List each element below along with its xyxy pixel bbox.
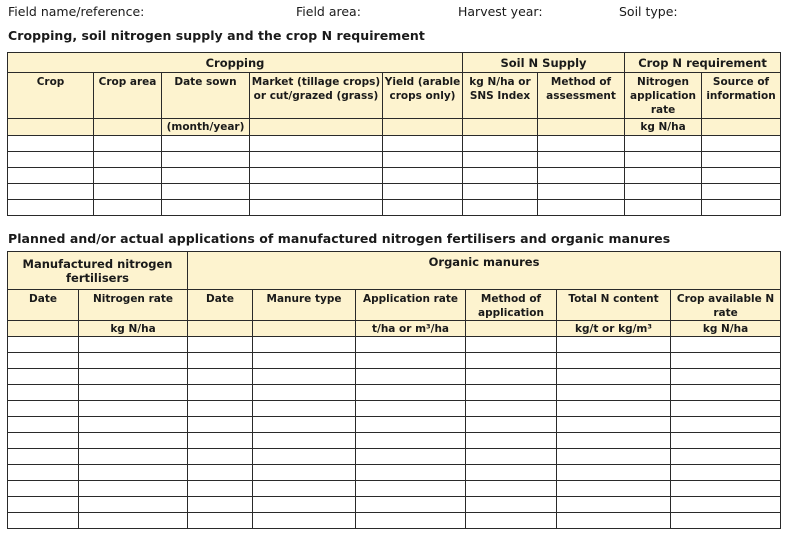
entry-cell[interactable] — [463, 168, 538, 184]
entry-cell[interactable] — [557, 513, 671, 529]
unit-cell — [8, 321, 79, 337]
entry-cell[interactable] — [188, 385, 253, 401]
entry-cell[interactable] — [253, 353, 356, 369]
entry-cell[interactable] — [538, 168, 625, 184]
entry-cell[interactable] — [79, 449, 188, 465]
entry-cell[interactable] — [557, 449, 671, 465]
entry-cell[interactable] — [253, 337, 356, 353]
entry-cell[interactable] — [356, 433, 466, 449]
unit-cell — [702, 119, 781, 136]
entry-cell[interactable] — [557, 337, 671, 353]
entry-cell[interactable] — [702, 168, 781, 184]
unit-total-n-content: kg/t or kg/m³ — [557, 321, 671, 337]
entry-cell[interactable] — [188, 497, 253, 513]
table-row[interactable] — [8, 184, 781, 200]
entry-cell[interactable] — [625, 152, 702, 168]
entry-cell[interactable] — [356, 481, 466, 497]
group-organic-manures: Organic manures — [188, 252, 781, 290]
entry-cell[interactable] — [383, 136, 463, 152]
entry-cell[interactable] — [356, 353, 466, 369]
field-area-label: Field area: — [296, 4, 361, 19]
entry-cell[interactable] — [79, 401, 188, 417]
entry-cell[interactable] — [538, 200, 625, 216]
col-crop-area: Crop area — [94, 73, 162, 119]
entry-cell[interactable] — [356, 417, 466, 433]
entry-cell[interactable] — [671, 433, 781, 449]
table-row[interactable] — [8, 152, 781, 168]
entry-cell[interactable] — [188, 369, 253, 385]
table-row[interactable] — [8, 449, 781, 465]
entry-cell[interactable] — [162, 184, 250, 200]
col-date-fertiliser: Date — [8, 290, 79, 321]
entry-cell[interactable] — [466, 385, 557, 401]
entry-cell[interactable] — [356, 465, 466, 481]
entry-cell[interactable] — [79, 353, 188, 369]
entry-cell[interactable] — [253, 465, 356, 481]
entry-cell[interactable] — [8, 481, 79, 497]
unit-crop-available-n-rate: kg N/ha — [671, 321, 781, 337]
unit-cell — [463, 119, 538, 136]
entry-cell[interactable] — [671, 337, 781, 353]
entry-cell[interactable] — [671, 513, 781, 529]
unit-date-sown: (month/year) — [162, 119, 250, 136]
field-name-label: Field name/reference: — [8, 4, 145, 19]
entry-cell[interactable] — [250, 152, 383, 168]
entry-cell[interactable] — [383, 184, 463, 200]
entry-cell[interactable] — [79, 481, 188, 497]
harvest-year-label: Harvest year: — [458, 4, 543, 19]
entry-cell[interactable] — [253, 449, 356, 465]
entry-cell[interactable] — [466, 401, 557, 417]
entry-cell[interactable] — [557, 369, 671, 385]
entry-cell[interactable] — [671, 417, 781, 433]
entry-cell[interactable] — [557, 433, 671, 449]
table-row[interactable] — [8, 168, 781, 184]
entry-cell[interactable] — [538, 152, 625, 168]
entry-cell[interactable] — [79, 337, 188, 353]
entry-cell[interactable] — [466, 497, 557, 513]
table-row[interactable] — [8, 417, 781, 433]
entry-cell[interactable] — [702, 136, 781, 152]
entry-cell[interactable] — [466, 337, 557, 353]
col-method-of-application: Method of application — [466, 290, 557, 321]
section1-title: Cropping, soil nitrogen supply and the crop N requirement — [8, 28, 425, 43]
entry-cell[interactable] — [8, 152, 94, 168]
entry-cell[interactable] — [253, 481, 356, 497]
unit-application-rate: t/ha or m³/ha — [356, 321, 466, 337]
entry-cell[interactable] — [188, 465, 253, 481]
entry-cell[interactable] — [356, 401, 466, 417]
entry-cell[interactable] — [671, 449, 781, 465]
table-row[interactable] — [8, 465, 781, 481]
entry-cell[interactable] — [466, 369, 557, 385]
entry-cell[interactable] — [356, 385, 466, 401]
entry-cell[interactable] — [79, 369, 188, 385]
col-market: Market (tillage crops) or cut/grazed (grass) — [250, 73, 383, 119]
cropping-table — [7, 52, 781, 216]
entry-cell[interactable] — [356, 497, 466, 513]
entry-cell[interactable] — [702, 200, 781, 216]
soil-type-label: Soil type: — [619, 4, 678, 19]
entry-cell[interactable] — [463, 136, 538, 152]
table-row[interactable] — [8, 497, 781, 513]
table-row[interactable] — [8, 369, 781, 385]
entry-cell[interactable] — [8, 385, 79, 401]
group-crop-n-requirement: Crop N requirement — [625, 53, 781, 73]
entry-cell[interactable] — [94, 136, 162, 152]
entry-cell[interactable] — [466, 465, 557, 481]
entry-cell[interactable] — [79, 465, 188, 481]
entry-cell[interactable] — [557, 497, 671, 513]
entry-cell[interactable] — [702, 152, 781, 168]
entry-cell[interactable] — [356, 369, 466, 385]
entry-cell[interactable] — [671, 497, 781, 513]
table-row[interactable] — [8, 401, 781, 417]
unit-cell — [188, 321, 253, 337]
entry-cell[interactable] — [671, 401, 781, 417]
entry-cell[interactable] — [671, 369, 781, 385]
entry-cell[interactable] — [188, 449, 253, 465]
unit-cell — [250, 119, 383, 136]
entry-cell[interactable] — [671, 385, 781, 401]
entry-cell[interactable] — [625, 184, 702, 200]
entry-cell[interactable] — [162, 136, 250, 152]
entry-cell[interactable] — [253, 513, 356, 529]
col-manure-type: Manure type — [253, 290, 356, 321]
entry-cell[interactable] — [8, 497, 79, 513]
entry-cell[interactable] — [8, 401, 79, 417]
entry-cell[interactable] — [8, 136, 94, 152]
col-source-of-information: Source of information — [702, 73, 781, 119]
entry-cell[interactable] — [253, 417, 356, 433]
entry-cell[interactable] — [250, 184, 383, 200]
entry-cell[interactable] — [625, 200, 702, 216]
entry-cell[interactable] — [463, 184, 538, 200]
entry-cell[interactable] — [162, 200, 250, 216]
col-crop: Crop — [8, 73, 94, 119]
entry-cell[interactable] — [557, 401, 671, 417]
entry-cell[interactable] — [463, 200, 538, 216]
entry-cell[interactable] — [8, 369, 79, 385]
entry-cell[interactable] — [8, 465, 79, 481]
col-nitrogen-rate: Nitrogen rate — [79, 290, 188, 321]
group-soil-n-supply: Soil N Supply — [463, 53, 625, 73]
entry-cell[interactable] — [162, 152, 250, 168]
entry-cell[interactable] — [253, 497, 356, 513]
entry-cell[interactable] — [8, 433, 79, 449]
entry-cell[interactable] — [8, 168, 94, 184]
col-yield: Yield (arable crops only) — [383, 73, 463, 119]
unit-cell — [94, 119, 162, 136]
entry-cell[interactable] — [466, 513, 557, 529]
entry-cell[interactable] — [79, 417, 188, 433]
entry-cell[interactable] — [79, 497, 188, 513]
entry-cell[interactable] — [94, 168, 162, 184]
table-row[interactable] — [8, 481, 781, 497]
col-application-rate: Application rate — [356, 290, 466, 321]
unit-cell — [8, 119, 94, 136]
entry-cell[interactable] — [557, 465, 671, 481]
col-crop-available-n-rate: Crop available N rate — [671, 290, 781, 321]
entry-cell[interactable] — [466, 353, 557, 369]
col-nitrogen-application-rate: Nitrogen application rate — [625, 73, 702, 119]
entry-cell[interactable] — [188, 353, 253, 369]
entry-cell[interactable] — [702, 184, 781, 200]
entry-cell[interactable] — [8, 200, 94, 216]
entry-cell[interactable] — [188, 481, 253, 497]
entry-cell[interactable] — [463, 152, 538, 168]
unit-cell — [383, 119, 463, 136]
entry-cell[interactable] — [466, 449, 557, 465]
entry-cell[interactable] — [253, 369, 356, 385]
col-method-of-assessment: Method of assessment — [538, 73, 625, 119]
entry-cell[interactable] — [94, 184, 162, 200]
unit-cell — [538, 119, 625, 136]
group-cropping: Cropping — [8, 53, 463, 73]
entry-cell[interactable] — [94, 152, 162, 168]
section2-title: Planned and/or actual applications of manufactured nitrogen fertilisers and organic manures — [8, 231, 671, 246]
entry-cell[interactable] — [79, 385, 188, 401]
entry-cell[interactable] — [8, 417, 79, 433]
unit-cell — [253, 321, 356, 337]
entry-cell[interactable] — [671, 353, 781, 369]
entry-cell[interactable] — [188, 337, 253, 353]
table-row[interactable] — [8, 136, 781, 152]
entry-cell[interactable] — [253, 401, 356, 417]
entry-cell[interactable] — [188, 401, 253, 417]
entry-cell[interactable] — [671, 481, 781, 497]
table-row[interactable] — [8, 353, 781, 369]
entry-cell[interactable] — [188, 417, 253, 433]
col-date-manure: Date — [188, 290, 253, 321]
col-kg-n-ha-sns: kg N/ha or SNS Index — [463, 73, 538, 119]
entry-cell[interactable] — [625, 168, 702, 184]
entry-cell[interactable] — [671, 465, 781, 481]
entry-cell[interactable] — [356, 449, 466, 465]
entry-cell[interactable] — [538, 136, 625, 152]
entry-cell[interactable] — [557, 353, 671, 369]
entry-cell[interactable] — [79, 513, 188, 529]
table-row[interactable] — [8, 385, 781, 401]
unit-nitrogen-rate: kg N/ha — [79, 321, 188, 337]
entry-cell[interactable] — [8, 337, 79, 353]
entry-cell[interactable] — [250, 200, 383, 216]
table-row[interactable] — [8, 433, 781, 449]
entry-cell[interactable] — [356, 337, 466, 353]
entry-cell[interactable] — [79, 433, 188, 449]
entry-cell[interactable] — [253, 385, 356, 401]
entry-cell[interactable] — [557, 417, 671, 433]
entry-cell[interactable] — [250, 136, 383, 152]
entry-cell[interactable] — [250, 168, 383, 184]
entry-cell[interactable] — [557, 385, 671, 401]
col-total-n-content: Total N content — [557, 290, 671, 321]
field-details-header — [8, 4, 778, 20]
unit-nitrogen-application-rate: kg N/ha — [625, 119, 702, 136]
entry-cell[interactable] — [8, 513, 79, 529]
table-row[interactable] — [8, 513, 781, 529]
entry-cell[interactable] — [8, 353, 79, 369]
entry-cell[interactable] — [356, 513, 466, 529]
entry-cell[interactable] — [162, 168, 250, 184]
table-row[interactable] — [8, 200, 781, 216]
col-date-sown: Date sown — [162, 73, 250, 119]
entry-cell[interactable] — [8, 184, 94, 200]
entry-cell[interactable] — [383, 200, 463, 216]
entry-cell[interactable] — [466, 481, 557, 497]
entry-cell[interactable] — [383, 152, 463, 168]
table-row[interactable] — [8, 337, 781, 353]
applications-table — [7, 251, 781, 529]
entry-cell[interactable] — [466, 417, 557, 433]
entry-cell[interactable] — [188, 513, 253, 529]
unit-cell — [466, 321, 557, 337]
entry-cell[interactable] — [625, 136, 702, 152]
entry-cell[interactable] — [188, 433, 253, 449]
entry-cell[interactable] — [253, 433, 356, 449]
entry-cell[interactable] — [557, 481, 671, 497]
entry-cell[interactable] — [466, 433, 557, 449]
entry-cell[interactable] — [383, 168, 463, 184]
entry-cell[interactable] — [8, 449, 79, 465]
entry-cell[interactable] — [94, 200, 162, 216]
entry-cell[interactable] — [538, 184, 625, 200]
group-manufactured-fertilisers: Manufactured nitrogen fertilisers — [8, 252, 188, 290]
